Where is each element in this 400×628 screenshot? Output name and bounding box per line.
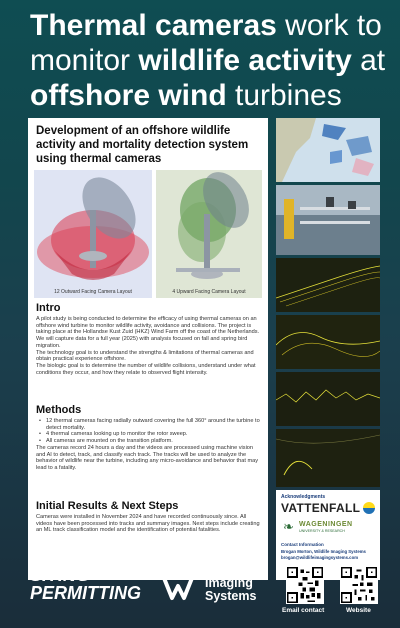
siting-permitting-logo: SITING PERMITTING (30, 565, 141, 603)
email-qr-code[interactable] (286, 566, 324, 604)
contact-email[interactable]: brogan@wildlifeimagingsystems.com (281, 555, 359, 560)
wageningen-icon: ❧ (283, 519, 294, 534)
thermal-track-image-2 (276, 315, 380, 369)
vattenfall-logo: VATTENFALL (281, 501, 375, 517)
acknowledgments-title: Acknowledgments (281, 494, 326, 500)
intro-paragraph-2: The technology goal is to understand the strengths & limitations of thermal cameras and obtain practical experience offshore. (36, 349, 254, 363)
intro-text (36, 316, 262, 376)
headline-line-3: offshore wind turbines (30, 79, 342, 112)
intro-paragraph-3: The biologic goal is to determine the number of wildlife collisions, understand under what conditions they occur, and how they relate to observed flight intensity. (36, 362, 256, 376)
methods-bullet: • All cameras are mounted on the transition platform. (36, 438, 262, 445)
contact-heading: Contact Information (281, 542, 324, 547)
vattenfall-sun-icon (363, 502, 375, 514)
thermal-track-image-4 (276, 429, 380, 487)
thermal-track-image-1 (276, 258, 380, 312)
wind-farm-map-image (276, 118, 380, 182)
email-qr-label: Email contact (282, 607, 325, 614)
panel-title: Development of an offshore wildlife activity and mortality detection system using thermal cameras (36, 125, 249, 165)
methods-bullet: • 12 thermal cameras facing radially outward covering the full 360° around the turbine to detect mortality. (36, 418, 262, 431)
results-heading: Initial Results & Next Steps (36, 500, 179, 512)
headline-line-1: Thermal cameras work to (30, 9, 382, 42)
turbine-platform-photo (276, 185, 380, 255)
headline-line-2: monitor wildlife activity at (30, 44, 386, 77)
poster-headline (30, 8, 390, 113)
contact-name: Brogan Morton, Wildlife Imaging Systems (281, 549, 366, 554)
upward-camera-diagram (156, 170, 262, 298)
methods-bullet: • 4 thermal cameras looking up to monitor the rotor sweep. (36, 431, 262, 438)
wildlife-imaging-logo-text: Wildlife Imaging Systems (205, 563, 257, 603)
outward-camera-diagram (34, 170, 152, 298)
wildlife-imaging-icon (158, 564, 198, 604)
intro-heading: Intro (36, 302, 61, 314)
outward-camera-figure (34, 170, 152, 298)
figure2-caption: 4 Upward Facing Camera Layout (172, 289, 246, 295)
figure1-caption: 12 Outward Facing Camera Layout (54, 289, 132, 295)
methods-list (36, 418, 262, 445)
wageningen-logo: ❧ WAGENINGEN UNIVERSITY & RESEARCH (283, 519, 353, 534)
intro-paragraph-1: A pilot study is being conducted to determine the efficacy of using thermal cameras on an offshore wind turbine to monitor wildlife activity, avoidance and collisions. The project is taking place at the Hollandse Kust Zuid (HKZ) Wind Farm off the coast of the Netherlands. We will capture data for a full year (2025) with analysis focused on fall and spring bird migration. (36, 316, 260, 349)
website-qr-label: Website (346, 607, 371, 614)
content-panel (28, 118, 268, 580)
methods-paragraph: The cameras record 24 hours a day and the videos are processed using machine vision and AI to detect, track, and classify each track. The tracks will be used to analyze the behavior of wildlife near the turbine, including any micro-avoidance and behavior that may lead to a fatality. (36, 444, 259, 471)
website-qr-code[interactable] (340, 566, 378, 604)
results-paragraph: Cameras were installed in November 2024 and have recorded continuously since. All videos have been processed into tracks and summary images. Next steps include creating an ML track classification model and the identification of potential fatalities. (36, 514, 260, 534)
plus-icon (91, 566, 105, 580)
thermal-track-image-3 (276, 372, 380, 426)
upward-camera-figure (156, 170, 262, 298)
methods-text (36, 418, 262, 472)
methods-heading: Methods (36, 404, 82, 416)
